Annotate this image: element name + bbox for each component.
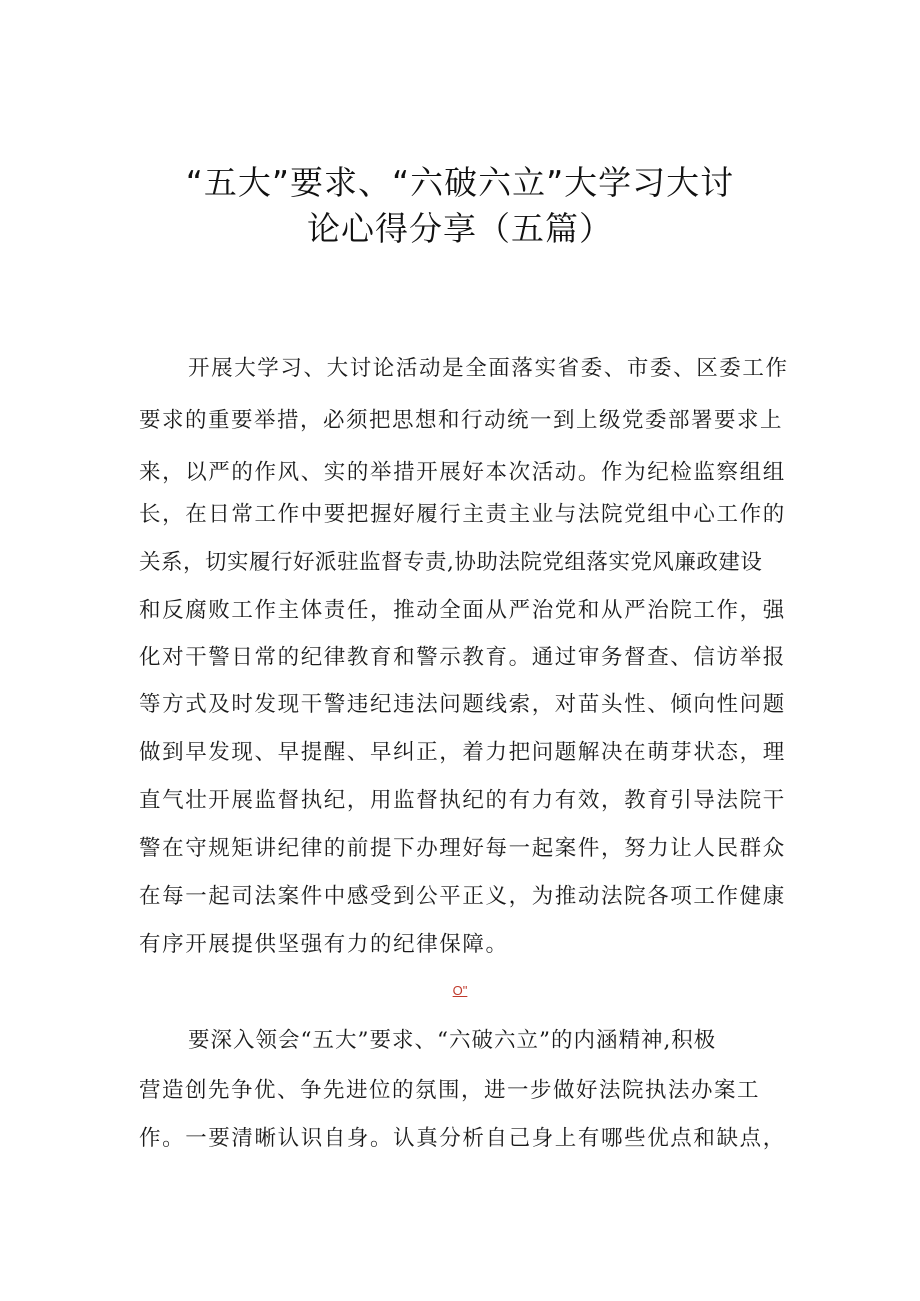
paragraph-line: 要深入领会“五大”要求、“六破六立”的内涵精神,积极 xyxy=(188,1028,717,1053)
paragraph-line: 长，在日常工作中要把握好履行主责主业与法院党组中心工作的 xyxy=(139,502,786,527)
paragraph-line: 和反腐败工作主体责任，推动全面从严治党和从严治院工作，强 xyxy=(139,598,786,623)
separator-mark: O" xyxy=(452,983,468,998)
paragraph-line: 要求的重要举措，必须把思想和行动统一到上级党委部署要求上 xyxy=(139,408,784,433)
paragraph-line: 来，以严的作风、实的举措开展好本次活动。作为纪检监察组组 xyxy=(139,460,786,485)
paragraph-line: 直气壮开展监督执纪，用监督执纪的有力有效，教育引导法院干 xyxy=(139,788,786,813)
paragraph-line: 关系，切实履行好派驻监督专责,协助法院党组落实党风廉政建设 xyxy=(139,550,763,575)
paragraph-line: 警在守规矩讲纪律的前提下办理好每一起案件，努力让人民群众 xyxy=(139,836,786,861)
title-line-1: “五大”要求、“六破六立”大学习大讨 xyxy=(185,163,735,202)
paragraph-line: 化对干警日常的纪律教育和警示教育。通过审务督查、信访举报 xyxy=(139,645,786,670)
paragraph-line: 开展大学习、大讨论活动是全面落实省委、市委、区委工作 xyxy=(188,356,789,381)
paragraph-line: 有序开展提供坚强有力的纪律保障。 xyxy=(139,932,509,957)
paragraph-line: 做到早发现、早提醒、早纠正，着力把问题解决在萌芽状态，理 xyxy=(139,740,786,765)
title-line-2: 论心得分享（五篇） xyxy=(307,209,613,248)
paragraph-line: 在每一起司法案件中感受到公平正义，为推动法院各项工作健康 xyxy=(139,884,786,909)
paragraph-line: 等方式及时发现干警违纪违法问题线索，对苗头性、倾向性问题 xyxy=(139,692,786,717)
paragraph-line: 作。一要清晰认识自身。认真分析自己身上有哪些优点和缺点， xyxy=(139,1126,786,1151)
document-title xyxy=(100,160,820,252)
paragraph-line: 营造创先争优、争先进位的氛围，进一步做好法院执法办案工 xyxy=(139,1078,761,1103)
